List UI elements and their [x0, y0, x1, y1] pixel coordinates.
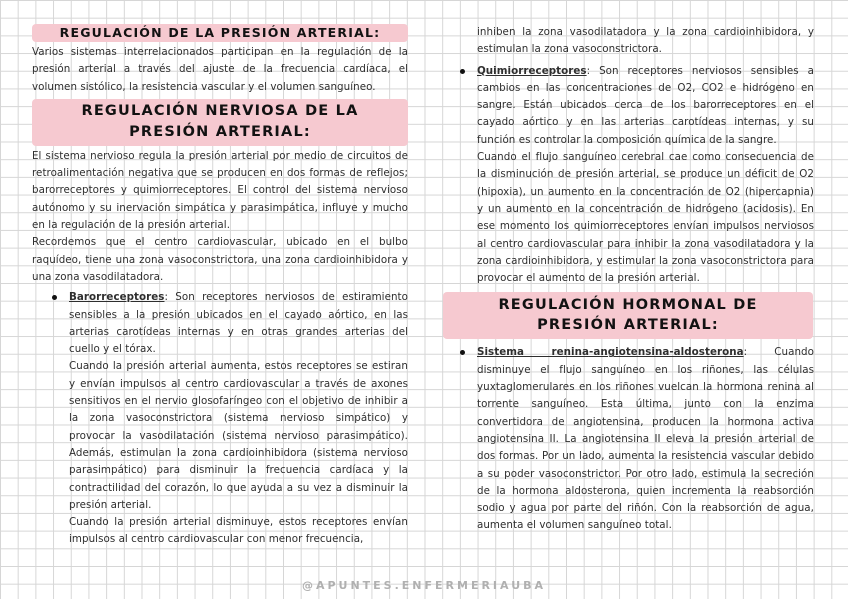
heading-regulacion-hormonal: REGULACIÓN HORMONAL DE PRESIÓN ARTERIAL: [443, 292, 813, 339]
list-nerviosa [32, 289, 408, 548]
baro-definition: : Son receptores nerviosos de estiramiento sensibles a la presión ubicados en el cayado aórtico, en las arterias carotídeas internas y en otras grandes arterias del cuello y el tórax. [69, 291, 408, 356]
raa-definition: : Cuando disminuye el flujo sanguíneo en los riñones, las células yuxtaglomerulares en los riñones vuelcan la hormona renina al torrente sanguíneo. Esta última, junto con la enzima convertidora de angiotensina, producen la hormona activa angiotensina II. La angiotensina II eleva la presión arterial de dos formas. Por un lado, aumenta la resistencia vascular debido a su poder vasoconstrictor. Por otro lado, estimula la secreción de la hormona aldosterona, quien incrementa la reabsorción sodio y agua por parte del riñón. Con la reabsorción de agua, aumenta el volumen sanguíneo total. [477, 346, 814, 532]
bullet-icon [460, 350, 465, 355]
quimio-paragraph-flujo: Cuando el flujo sanguíneo cerebral cae como consecuencia de la disminución de presión arterial, se produce un déficit de O2 (hipoxia), un aumento en la concentración de O2 (hipercapnia) y un aumento en la concentración de hidrógeno (acidosis). En ese momento los quimiorreceptores envían impulsos nerviosos al centro cardiovascular para inhibir la zona vasodilatadora y la zona cardioinhibidora, y estimular la zona vasoconstrictora para provocar el aumento de la presión arterial. [477, 151, 814, 285]
baro-paragraph-aumenta: Cuando la presión arterial aumenta, estos receptores se estiran y envían impulsos al centro cardiovascular a través de axones sensitivos en el nervio glosofaríngeo con el objetivo de inhibir a la zona vasoconstrictora (sistema nervioso simpático) y provocar la vasodilatación (sistema nervioso parasimpático). Además, estimulan la zona cardioinhibidora (sistema nervioso parasimpático) para disminuir la frecuencia cardíaca y la contractilidad del corazón, lo que ayuda a su vez a disminuir la presión arterial. [69, 360, 408, 511]
list-hormonal [477, 344, 814, 534]
right-column [477, 0, 814, 535]
quimio-definition: : Son receptores nerviosos sensibles a cambios en las concentraciones de O2, CO2 e hidrógeno en sangre. Están ubicados cerca de los barorreceptores en el cayado aórtico y en las arterias carotídeas internas, y su función es controlar la composición química de la sangre. [477, 64, 814, 146]
baro-paragraph [69, 289, 408, 358]
baro-paragraph-disminuye: Cuando la presión arterial disminuye, estos receptores envían impulsos al centro cardiovascular con menor frecuencia, [69, 516, 408, 546]
list-item-barorreceptores [32, 289, 408, 548]
list-item-raa [477, 344, 814, 534]
continuation-paragraph: inhiben la zona vasodilatadora y la zona cardioinhibidora, y estimulan la zona vasoconstrictora. [477, 26, 814, 56]
list-quimio [477, 63, 814, 288]
left-column [32, 0, 408, 549]
list-item-quimiorreceptores [477, 63, 814, 288]
bullet-icon [52, 295, 57, 300]
footer-watermark: @APUNTES.ENFERMERIAUBA [301, 579, 547, 592]
heading-regulacion-nerviosa: REGULACIÓN NERVIOSA DE LA PRESIÓN ARTERIAL: [32, 99, 408, 146]
quimio-paragraph [477, 63, 814, 149]
term-quimiorreceptores: Quimiorreceptores [477, 64, 587, 77]
term-barorreceptores: Barorreceptores [69, 291, 165, 304]
heading-regulacion-presion: REGULACIÓN DE LA PRESIÓN ARTERIAL: [32, 24, 408, 42]
bullet-icon [460, 69, 465, 74]
paragraph-sistema-nervioso: El sistema nervioso regula la presión arterial por medio de circuitos de retroalimentación negativa que se producen en dos formas de reflejos; barorreceptores y quimiorreceptores. El control del sistema nervioso autónomo y su inervación simpática y parasimpática, influye y mucho en la regulación de la presión arterial. [32, 149, 408, 232]
intro-paragraph: Varios sistemas interrelacionados participan en la regulación de la presión arterial a través del ajuste de la frecuencia cardíaca, el volumen sistólico, la resistencia vascular y el volumen sanguíneo. [32, 46, 408, 93]
term-renina-angiotensina-aldosterona: Sistema renina-angiotensina-aldosterona [477, 346, 744, 359]
raa-paragraph [477, 344, 814, 534]
paragraph-centro-cardiovascular: Recordemos que el centro cardiovascular, ubicado en el bulbo raquídeo, tiene una zona vasoconstrictora, una zona cardioinhibidora y una zona vasodilatadora. [32, 236, 408, 283]
